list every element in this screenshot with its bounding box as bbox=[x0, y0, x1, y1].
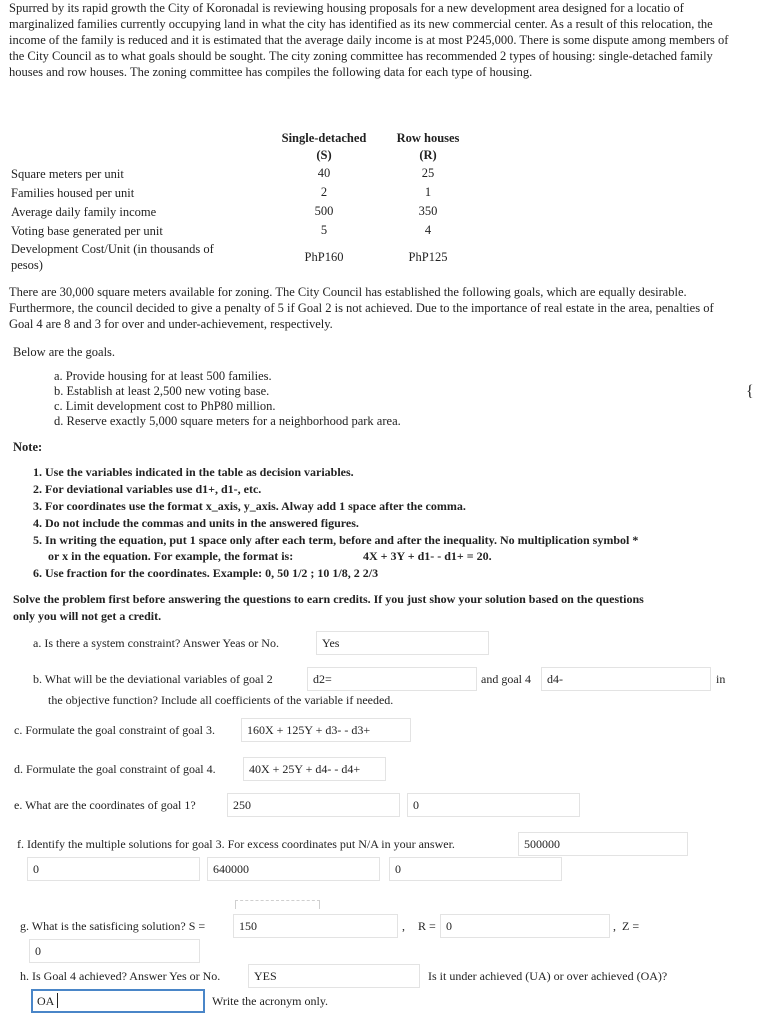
constraints-paragraph: There are 30,000 square meters available for zoning. The City Council has established the following goals, which are equally desirable. Furthermore, the council decided to give a penalty of 5 if Goal 2 is not achieved. Due to the importance of real estate in the area, penalties of Goal 4 are 8 and 3 for over and under-achievement, respectively. bbox=[9, 285, 714, 331]
answer-f-value-4: 0 bbox=[395, 862, 401, 876]
answer-f-input-4[interactable] bbox=[389, 857, 562, 881]
question-h: h. Is Goal 4 achieved? Answer Yes or No. bbox=[20, 969, 221, 983]
table-cell: PhP160 bbox=[304, 250, 344, 264]
answer-e-y-value: 0 bbox=[413, 798, 419, 812]
question-b-in: in bbox=[716, 672, 726, 686]
table-row-label: Average daily family income bbox=[11, 205, 157, 219]
question-b-mid: and goal 4 bbox=[481, 672, 531, 686]
separator: , bbox=[402, 919, 405, 933]
question-g: g. What is the satisficing solution? S = bbox=[20, 919, 206, 933]
question-d: d. Formulate the goal constraint of goal 4. bbox=[14, 762, 216, 776]
question-b: b. What will be the deviational variables of goal 2 bbox=[33, 672, 273, 686]
question-f: f. Identify the multiple solutions for goal 3. For excess coordinates put N/A in your answer. bbox=[17, 837, 455, 851]
question-h-note: Write the acronym only. bbox=[212, 994, 329, 1008]
table-cell: 4 bbox=[424, 223, 432, 237]
answer-f-value-3: 640000 bbox=[213, 862, 249, 876]
col-row-houses-var: (R) bbox=[419, 148, 437, 162]
answer-b-goal2-value: d2= bbox=[313, 672, 332, 686]
goal-item: a. Provide housing for at least 500 families. bbox=[54, 369, 272, 383]
answer-g-r-value: 0 bbox=[446, 919, 452, 933]
goal-item: c. Limit development cost to PhP80 million. bbox=[54, 399, 276, 413]
table-cell: 40 bbox=[317, 166, 331, 180]
note-item: 2. For deviational variables use d1+, d1-, etc. bbox=[33, 482, 262, 496]
col-row-houses-header: Row houses bbox=[396, 131, 460, 145]
question-b-cont: the objective function? Include all coefficients of the variable if needed. bbox=[48, 693, 394, 707]
goal-item: b. Establish at least 2,500 new voting base. bbox=[54, 384, 270, 398]
separator: , bbox=[613, 919, 616, 933]
answer-c-value: 160X + 125Y + d3- - d3+ bbox=[247, 723, 371, 737]
intro-paragraph: Spurred by its rapid growth the City of Koronadal is reviewing housing proposals for a new development area designed for a locatio of marginalized families currently occupying land in what the city has identified as its new commercial center. As a result of this relocation, the income of the family is reduced and it is estimated that the average daily income is at most P245,000. There is some dispute among members of the City Council as to what goals should be sought. The city zoning committee has recommended 2 types of housing: single-detached family houses and row houses. The zoning committee has compiles the following data for each type of housing. bbox=[9, 1, 729, 79]
note-item-cont: or x in the equation. For example, the format is: bbox=[48, 549, 294, 563]
note-example-equation: 4X + 3Y + d1- - d1+ = 20. bbox=[363, 549, 492, 563]
text-cursor bbox=[57, 993, 58, 1008]
answer-g-z-input[interactable] bbox=[29, 939, 200, 963]
table-cell: 1 bbox=[424, 185, 432, 199]
answer-d-value: 40X + 25Y + d4- - d4+ bbox=[249, 762, 361, 776]
answer-b-goal2-input[interactable] bbox=[307, 667, 477, 691]
answer-a-input[interactable] bbox=[316, 631, 489, 655]
note-item: 6. Use fraction for the coordinates. Example: 0, 50 1/2 ; 10 1/8, 2 2/3 bbox=[33, 566, 379, 580]
answer-g-r-input[interactable] bbox=[440, 914, 610, 938]
note-item: 5. In writing the equation, put 1 space only after each term, before and after the inequality. No multiplication symbol * bbox=[33, 533, 639, 547]
answer-e-x-input[interactable] bbox=[227, 793, 400, 817]
right-edge-brace: { bbox=[746, 383, 754, 400]
label-r: R = bbox=[418, 919, 436, 933]
table-cell: 500 bbox=[314, 204, 334, 218]
note-item: 4. Do not include the commas and units in the answered figures. bbox=[33, 516, 359, 530]
solve-instruction-cont: only you will not get a credit. bbox=[13, 609, 162, 623]
table-cell: PhP125 bbox=[408, 250, 448, 264]
clipped-tooltip bbox=[235, 900, 320, 909]
table-cell: 2 bbox=[320, 185, 328, 199]
question-e: e. What are the coordinates of goal 1? bbox=[14, 798, 196, 812]
table-row-label: Voting base generated per unit bbox=[11, 224, 163, 238]
solve-instruction: Solve the problem first before answering the questions to earn credits. If you just show your solution based on the questions bbox=[13, 592, 644, 606]
col-single-detached-var: (S) bbox=[316, 148, 332, 162]
note-item: 3. For coordinates use the format x_axis, y_axis. Alway add 1 space after the comma. bbox=[33, 499, 466, 513]
answer-h2-value: OA bbox=[37, 994, 55, 1008]
answer-b-goal4-value: d4- bbox=[547, 672, 563, 686]
goal-item: d. Reserve exactly 5,000 square meters for a neighborhood park area. bbox=[54, 414, 401, 428]
table-row-label-cont: pesos) bbox=[11, 258, 43, 272]
note-title: Note: bbox=[13, 440, 43, 454]
answer-f-value-2: 0 bbox=[33, 862, 39, 876]
col-single-detached-header: Single-detached bbox=[281, 131, 367, 145]
question-c: c. Formulate the goal constraint of goal 3. bbox=[14, 723, 215, 737]
table-cell: 350 bbox=[418, 204, 438, 218]
answer-f-input-2[interactable] bbox=[27, 857, 200, 881]
answer-e-x-value: 250 bbox=[233, 798, 251, 812]
answer-a-value: Yes bbox=[322, 636, 340, 650]
table-cell: 5 bbox=[320, 223, 328, 237]
note-item: 1. Use the variables indicated in the table as decision variables. bbox=[33, 465, 354, 479]
answer-g-s-value: 150 bbox=[239, 919, 257, 933]
answer-e-y-input[interactable] bbox=[407, 793, 580, 817]
table-row-label: Development Cost/Unit (in thousands of bbox=[11, 242, 214, 256]
answer-h-value: YES bbox=[254, 969, 277, 983]
answer-g-z-value: 0 bbox=[35, 944, 41, 958]
answer-f-value-1: 500000 bbox=[524, 837, 560, 851]
answer-g-s-input[interactable] bbox=[233, 914, 398, 938]
goals-intro: Below are the goals. bbox=[13, 345, 116, 359]
label-z: Z = bbox=[622, 919, 640, 933]
answer-b-goal4-input[interactable] bbox=[541, 667, 711, 691]
table-row-label: Square meters per unit bbox=[11, 167, 124, 181]
question-a: a. Is there a system constraint? Answer Yeas or No. bbox=[33, 636, 279, 650]
question-h-2: Is it under achieved (UA) or over achieved (OA)? bbox=[428, 969, 668, 983]
table-row-label: Families housed per unit bbox=[11, 186, 135, 200]
table-cell: 25 bbox=[421, 166, 435, 180]
